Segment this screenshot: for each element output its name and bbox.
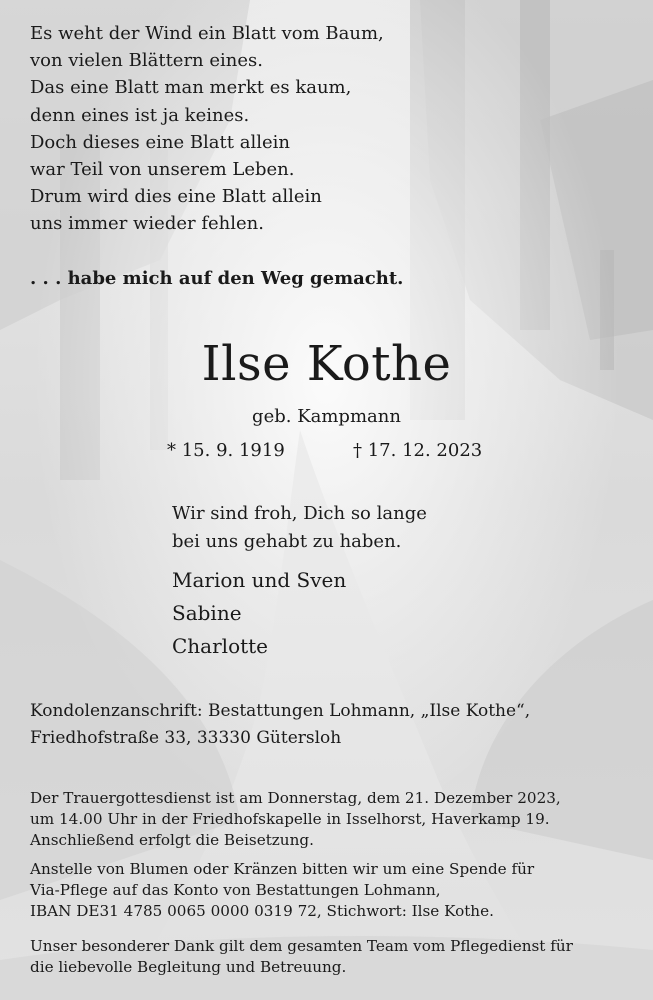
notice-line: Unser besonderer Dank gilt dem gesamten Team vom Pflegedienst für: [30, 937, 573, 955]
farewell-line: Wir sind froh, Dich so lange: [172, 503, 427, 524]
motto: . . . habe mich auf den Weg gemacht.: [30, 268, 404, 289]
poem-line: denn eines ist ja keines.: [30, 104, 250, 126]
mourners: [172, 564, 346, 663]
notice-line: Anstelle von Blumen oder Kränzen bitten wir um eine Spende für: [30, 860, 535, 878]
notice-line: IBAN DE31 4785 0065 0000 0319 72, Stichwort: Ilse Kothe.: [30, 902, 494, 920]
donation-notice: [30, 859, 534, 922]
poem: [30, 20, 384, 238]
farewell-line: bei uns gehabt zu haben.: [172, 531, 402, 552]
notice-line: Der Trauergottesdienst ist am Donnerstag, dem 21. Dezember 2023,: [30, 789, 561, 807]
poem-line: von vielen Blättern eines.: [30, 50, 263, 72]
notice-line: die liebevolle Begleitung und Betreuung.: [30, 958, 347, 976]
condolence-line: Kondolenzanschrift: Bestattungen Lohmann, „Ilse Kothe“,: [30, 701, 531, 721]
mourner-name: Sabine: [172, 601, 242, 625]
notice-line: Anschließend erfolgt die Beisetzung.: [30, 831, 314, 849]
poem-line: uns immer wieder fehlen.: [30, 213, 264, 235]
service-notice: [30, 788, 561, 851]
poem-line: Drum wird dies eine Blatt allein: [30, 186, 322, 208]
condolence-line: Friedhofstraße 33, 33330 Gütersloh: [30, 728, 342, 748]
poem-line: Es weht der Wind ein Blatt vom Baum,: [30, 23, 384, 44]
death-date: † 17. 12. 2023: [353, 440, 483, 461]
birth-date: * 15. 9. 1919: [167, 440, 285, 461]
poem-line: Das eine Blatt man merkt es kaum,: [30, 77, 352, 99]
birth-name: geb. Kampmann: [252, 406, 401, 427]
farewell-message: [172, 500, 427, 556]
condolence-address: [30, 698, 530, 752]
notice-line: um 14.00 Uhr in der Friedhofskapelle in Isselhorst, Haverkamp 19.: [30, 810, 550, 828]
deceased-name: Ilse Kothe: [201, 336, 452, 392]
poem-line: Doch dieses eine Blatt allein: [30, 131, 290, 153]
poem-line: war Teil von unserem Leben.: [30, 159, 295, 181]
mourner-name: Marion und Sven: [172, 568, 347, 592]
mourner-name: Charlotte: [172, 634, 269, 658]
notice-line: Via-Pflege auf das Konto von Bestattungen Lohmann,: [30, 881, 441, 899]
thanks-notice: [30, 936, 573, 978]
